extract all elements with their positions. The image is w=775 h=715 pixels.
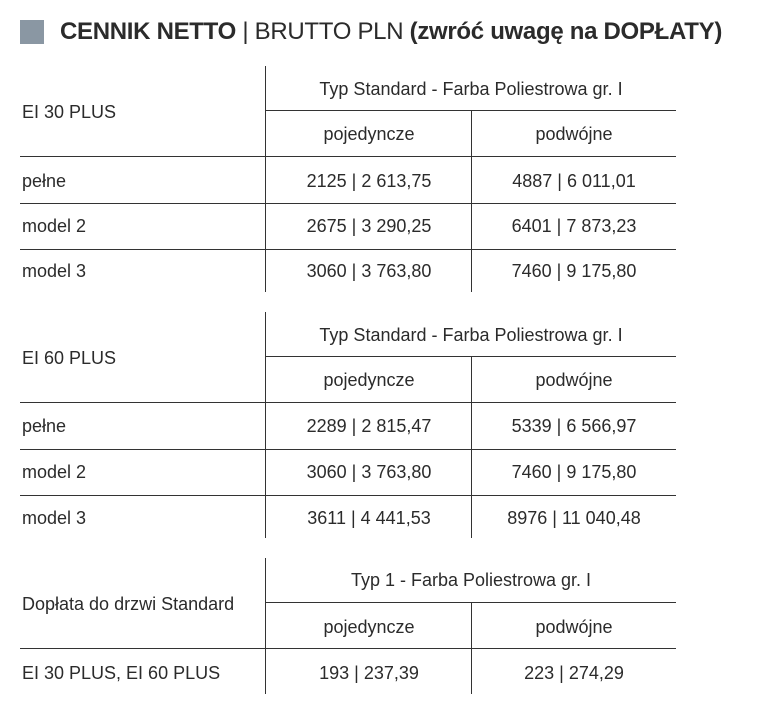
title-note: (zwróć uwagę na DOPŁATY) xyxy=(409,18,723,45)
title-separator: | xyxy=(242,18,249,45)
price-double: 7460 | 9 175,80 xyxy=(511,261,637,281)
price-table-ei60 xyxy=(20,312,676,538)
price-single: 3611 | 4 441,53 xyxy=(307,508,431,528)
page-title xyxy=(60,18,722,46)
col-header-double: podwójne xyxy=(535,124,613,144)
price-double: 6401 | 7 873,23 xyxy=(511,216,637,236)
price-double: 223 | 274,29 xyxy=(524,663,624,683)
title-normal: BRUTTO PLN xyxy=(254,18,404,45)
row-label: model 3 xyxy=(22,508,87,528)
col-header-double: podwójne xyxy=(535,370,613,390)
row-label: pełne xyxy=(22,416,67,436)
surcharge-table xyxy=(20,558,676,694)
price-single: 193 | 237,39 xyxy=(319,663,419,683)
title-bold: CENNIK NETTO xyxy=(60,18,236,45)
price-double: 8976 | 11 040,48 xyxy=(507,508,641,528)
table-label: EI 60 PLUS xyxy=(22,348,117,368)
row-label: EI 30 PLUS, EI 60 PLUS xyxy=(22,663,221,683)
type-header: Typ 1 - Farba Poliestrowa gr. I xyxy=(350,570,592,590)
page-header xyxy=(20,14,722,50)
col-header-single: pojedyncze xyxy=(323,617,415,637)
price-single: 2125 | 2 613,75 xyxy=(306,171,432,191)
type-header: Typ Standard - Farba Poliestrowa gr. I xyxy=(319,79,623,99)
table-label: Dopłata do drzwi Standard xyxy=(22,594,235,614)
price-single: 2289 | 2 815,47 xyxy=(306,416,432,436)
price-single: 2675 | 3 290,25 xyxy=(306,216,432,236)
row-label: pełne xyxy=(22,171,67,191)
table-label: EI 30 PLUS xyxy=(22,102,117,122)
col-header-single: pojedyncze xyxy=(323,370,415,390)
price-double: 7460 | 9 175,80 xyxy=(511,462,637,482)
price-double: 4887 | 6 011,01 xyxy=(512,171,636,191)
price-single: 3060 | 3 763,80 xyxy=(306,261,432,281)
header-square-icon xyxy=(20,20,44,44)
price-table-ei30 xyxy=(20,66,676,292)
row-label: model 2 xyxy=(22,462,87,482)
price-double: 5339 | 6 566,97 xyxy=(511,416,637,436)
col-header-single: pojedyncze xyxy=(323,124,415,144)
col-header-double: podwójne xyxy=(535,617,613,637)
type-header: Typ Standard - Farba Poliestrowa gr. I xyxy=(319,325,623,345)
row-label: model 2 xyxy=(22,216,87,236)
price-single: 3060 | 3 763,80 xyxy=(306,462,432,482)
row-label: model 3 xyxy=(22,261,87,281)
